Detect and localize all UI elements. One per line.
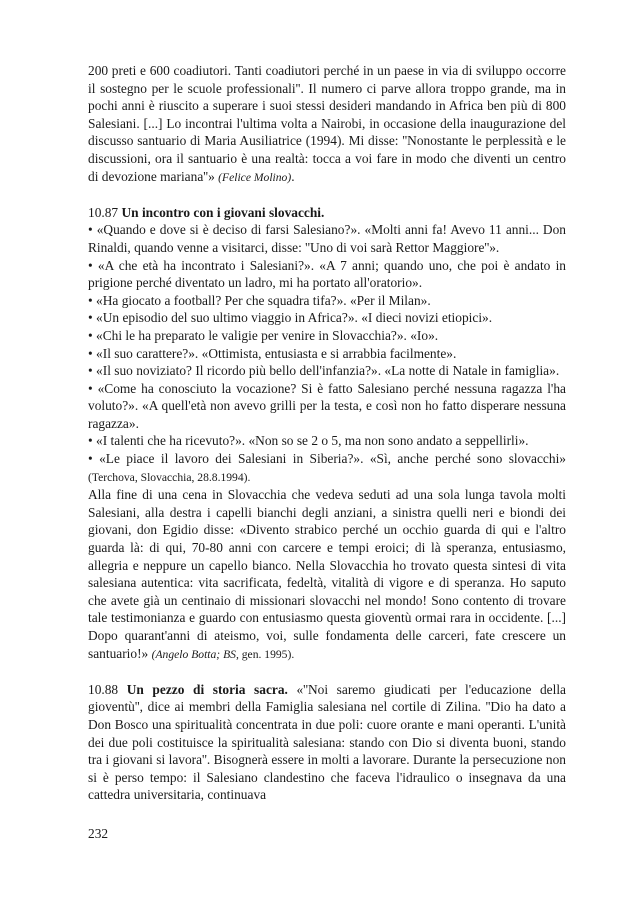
last-bullet-source: (Terchova, Slovacchia, 28.8.1994). bbox=[88, 470, 251, 484]
intro-end: . bbox=[291, 168, 295, 184]
section-title: Un pezzo di storia sacra. bbox=[126, 681, 288, 697]
dinner-source-author: (Angelo Botta; BS, bbox=[151, 647, 239, 661]
section-number: 10.88 bbox=[88, 681, 119, 697]
section-title: Un incontro con i giovani slovacchi. bbox=[121, 204, 325, 220]
interview-bullet: • «Ha giocato a football? Per che squadra tifa?». «Per il Milan». bbox=[88, 292, 431, 308]
section-10-88-paragraph bbox=[88, 681, 566, 804]
page-body bbox=[88, 62, 566, 804]
intro-source: (Felice Molino) bbox=[218, 170, 292, 184]
interview-bullet: • «Quando e dove si è deciso di farsi Salesiano?». «Molti anni fa! Avevo 11 anni... Don Rinaldi, quando venne a visitarci, disse: ''Uno di voi sarà Rettor Maggiore''». bbox=[88, 222, 566, 255]
section-text: «''Noi saremo giudicati per l'educazione della gioventù'', dice ai membri della Famiglia salesiana nel cortile di Zilina. ''Dio ha dato a Don Bosco una spiritualità concentrata in due poli: cuore orante e mani operanti. L'unità dei due poli costituisce la spiritualità salesiana: stando con Dio si diventa buoni, stando tra i giovani si lavora''. Bisognerà essere in molti a lavorare. Durante la persecuzione non si è perso tempo: il Salesiano clandestino che faceva l'idraulico o insegnava da una cattedra universitaria, continuava bbox=[88, 681, 566, 803]
interview-bullet: • «A che età ha incontrato i Salesiani?». «A 7 anni; quando uno, che poi è andato in prigione perché diventato un ladro, mi ha portato all'oratorio». bbox=[88, 257, 566, 291]
last-bullet-text: • «Le piace il lavoro dei Salesiani in Siberia?». «Sì, anche perché sono slovacchi» bbox=[88, 451, 566, 467]
interview-bullet: • «Il suo noviziato? Il ricordo più bello dell'infanzia?». «La notte di Natale in famiglia». bbox=[88, 363, 560, 379]
interview-bullet-last bbox=[88, 450, 566, 486]
section-heading-10-87 bbox=[88, 204, 566, 222]
section-gap bbox=[88, 186, 566, 204]
intro-paragraph bbox=[88, 62, 566, 186]
interview-bullet: • «Chi le ha preparato le valigie per venire in Slovacchia?». «Io». bbox=[88, 327, 439, 343]
interview-bullet: • «Un episodio del suo ultimo viaggio in Africa?». «I dieci novizi etiopici». bbox=[88, 310, 493, 326]
interview-bullet: • «Il suo carattere?». «Ottimista, entusiasta e si arrabbia facilmente». bbox=[88, 345, 457, 361]
page-number: 232 bbox=[88, 826, 109, 841]
interview-bullet: • «I talenti che ha ricevuto?». «Non so se 2 o 5, ma non sono andato a seppellirli». bbox=[88, 433, 529, 449]
intro-text: 200 preti e 600 coadiutori. Tanti coadiutori perché in un paese in via di sviluppo occorre il sostegno per le scuole professionali''. Il numero ci parve allora troppo grande, ma in pochi anni è riuscito a superare i suoi stessi desideri mandando in Africa ben più di 800 Salesiani. [...] Lo incontrai l'ultima volta a Nairobi, in occasione della inaugurazione del discusso santuario di Maria Ausiliatrice (1994). Mi disse: ''Nonostante le perplessità e le discussioni, ora il santuario è una realtà: tocca a voi fare in modo che diventi un centro di devozione mariana''» bbox=[88, 63, 566, 184]
section-number: 10.87 bbox=[88, 204, 119, 220]
dinner-text: Alla fine di una cena in Slovacchia che vedeva seduti ad una sola lunga tavola molti Salesiani, alla destra i capelli bianchi degli anziani, a sinistra quelli neri e biondi dei giovani, don Egidio disse: «Divento strabico perché un occhio guarda di qui e l'altro guarda là: di qui, 70-80 anni con carcere e tempi eroici; di là speranza, entusiasmo, allegria e neppure un capello bianco. Nella Slovacchia ho trovato questa sintesi di vita salesiana autentica: vita sacrificata, fedeltà, vitalità di vigore e di speranza. Ho saputo che avete già un centinaio di missionari slovacchi nel mondo! Sono contento di trovare tale testimonianza e guardo con entusiasmo questa gioventù ormai rara in occidente. [...] Dopo quarant'anni di ateismo, voi, sulle fondamenta delle carceri, fate crescere un santuario!» bbox=[88, 487, 566, 661]
interview-bullet: • «Come ha conosciuto la vocazione? Si è fatto Salesiano perché nessuna ragazza l'ha voluto?». «A quell'età non avevo grilli per la testa, e così non ho fatto disperare nessuna ragazza». bbox=[88, 380, 566, 431]
dinner-paragraph bbox=[88, 486, 566, 663]
section-gap bbox=[88, 663, 566, 681]
dinner-source-date: gen. 1995). bbox=[238, 647, 295, 661]
